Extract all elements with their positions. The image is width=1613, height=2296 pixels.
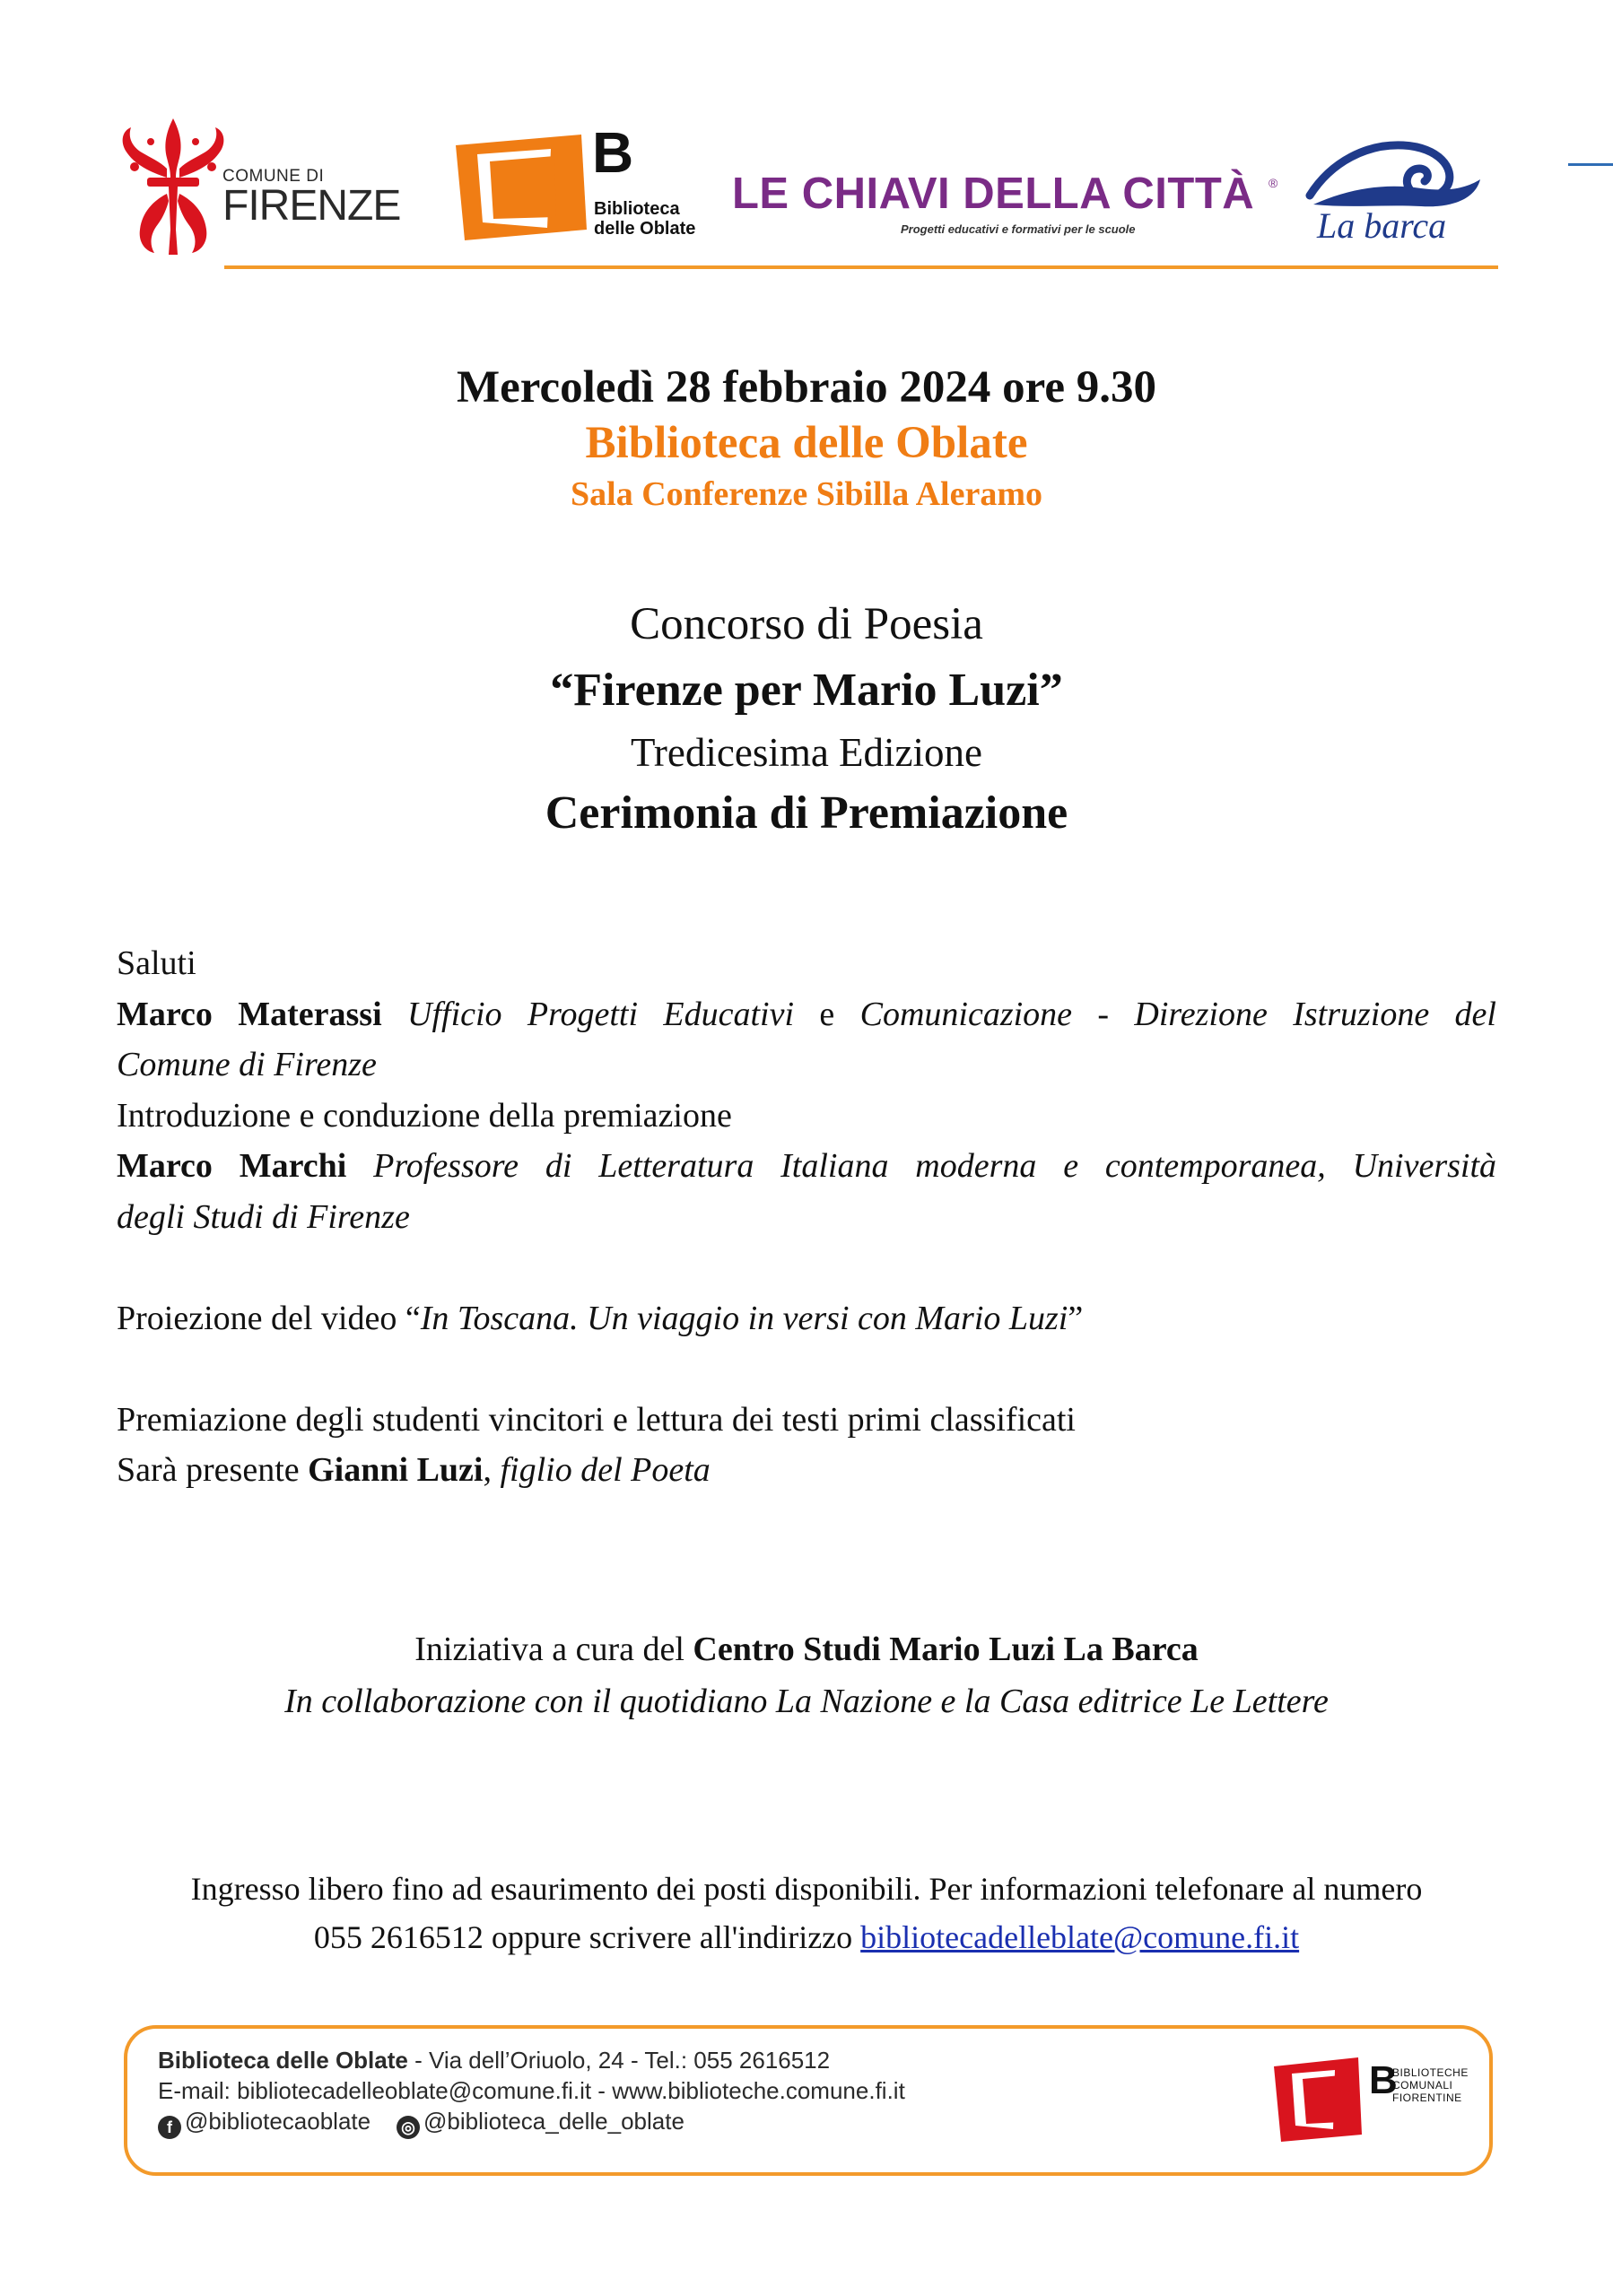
- speaker2-line-2: [117, 1192, 1496, 1243]
- registered-mark: ®: [1269, 176, 1278, 190]
- speaker1-role-c: Comune di Firenze: [117, 1046, 377, 1083]
- florence-lily-logo: [115, 115, 231, 258]
- chiavi-subtitle: Progetti educativi e formativi per le scuole: [901, 222, 1136, 236]
- intro-heading: Introduzione e conduzione della premiazione: [117, 1096, 732, 1135]
- footer-logo-text-3: FIORENTINE: [1392, 2092, 1462, 2104]
- email-link[interactable]: bibliotecadelleblate@comune.fi.it: [860, 1919, 1300, 1955]
- instagram-icon: ◎: [397, 2116, 420, 2139]
- speaker1-name: Marco Materassi: [117, 995, 382, 1033]
- speaker1-role-a: Ufficio Progetti Educativi: [407, 995, 795, 1033]
- footer-contact-line: E-mail: bibliotecadelleoblate@comune.fi.it - www.biblioteche.comune.fi.it: [158, 2077, 905, 2104]
- contest-edition: Tredicesima Edizione: [631, 730, 982, 775]
- guest-line: [117, 1445, 1496, 1496]
- collaboration-line: In collaborazione con il quotidiano La Nazione e la Casa editrice Le Lettere: [284, 1683, 1329, 1720]
- oblate-logo-text-1: Biblioteca: [594, 199, 680, 219]
- oblate-logo-text-2: delle Oblate: [594, 219, 696, 239]
- event-venue: Biblioteca delle Oblate: [585, 418, 1028, 468]
- guest-prefix: Sarà presente: [117, 1451, 300, 1489]
- footer-logo-text-1: BIBLIOTECHE: [1392, 2066, 1469, 2079]
- video-suffix: ”: [1068, 1299, 1084, 1337]
- conjunction: e: [819, 995, 835, 1033]
- speaker2-line: [117, 1141, 1496, 1192]
- initiative-line: [0, 1623, 1613, 1675]
- footer-address-line: [158, 2045, 830, 2075]
- footer-logo-letter: B: [1369, 2058, 1398, 2102]
- info-line-2: [0, 1914, 1613, 1961]
- initiative-prefix: Iniziativa a cura del: [414, 1631, 684, 1668]
- guest-name: Gianni Luzi: [308, 1451, 484, 1489]
- footer-address: - Via dell’Oriuolo, 24 - Tel.: 055 2616512: [407, 2047, 831, 2074]
- header-divider: [224, 265, 1498, 269]
- greetings-heading: Saluti: [117, 944, 196, 982]
- guest-comma: ,: [483, 1451, 492, 1489]
- video-line: [117, 1293, 1496, 1344]
- oblate-logo-mark: [447, 129, 590, 241]
- speaker1-line-2: [117, 1039, 1496, 1091]
- footer-library-name: Biblioteca delle Oblate: [158, 2047, 408, 2074]
- instagram-handle: @biblioteca_delle_oblate: [423, 2108, 684, 2135]
- speaker2-name: Marco Marchi: [117, 1147, 347, 1185]
- firenze-label: FIRENZE: [222, 182, 401, 230]
- footer-social-line: [158, 2106, 684, 2139]
- awards-line: Premiazione degli studenti vincitori e lettura dei testi primi classificati: [117, 1400, 1076, 1439]
- video-title: In Toscana. Un viaggio in versi con Mario Luzi: [420, 1299, 1068, 1337]
- oblate-logo-letter: B: [592, 120, 634, 185]
- chiavi-della-citta-logo: LE CHIAVI DELLA CITTÀ: [732, 170, 1255, 218]
- speaker1-role-b: Comunicazione - Direzione Istruzione del: [859, 995, 1496, 1033]
- header-logos: [0, 0, 1613, 287]
- info-line-1: Ingresso libero fino ad esaurimento dei posti disponibili. Per informazioni telefonare al numero: [190, 1871, 1423, 1907]
- event-room: Sala Conferenze Sibilla Aleramo: [571, 475, 1042, 513]
- contest-title: “Firenze per Mario Luzi”: [550, 665, 1063, 716]
- la-barca-label: La barca: [1317, 205, 1447, 246]
- comune-di-label: COMUNE DI: [222, 167, 325, 186]
- guest-role: figlio del Poeta: [500, 1451, 711, 1489]
- corner-line: [1568, 163, 1613, 166]
- speaker2-role-b: degli Studi di Firenze: [117, 1197, 410, 1236]
- biblioteche-comunali-logo-mark: [1269, 2054, 1367, 2144]
- contest-ceremony: Cerimonia di Premiazione: [545, 787, 1068, 839]
- video-prefix: Proiezione del video “: [117, 1299, 421, 1337]
- program: [117, 938, 1496, 1496]
- initiative-org: Centro Studi Mario Luzi La Barca: [693, 1631, 1199, 1668]
- speaker1-line: [117, 989, 1496, 1040]
- info-line-2-prefix: 055 2616512 oppure scrivere all'indirizzo: [313, 1919, 853, 1955]
- footer-logo-text: [1392, 2066, 1469, 2104]
- speaker2-role-a: Professore di Letteratura Italiana moderna e contemporanea, Università: [373, 1147, 1497, 1185]
- contest-label: Concorso di Poesia: [630, 599, 983, 649]
- facebook-handle: @bibliotecaoblate: [185, 2108, 371, 2135]
- event-date: Mercoledì 28 febbraio 2024 ore 9.30: [457, 362, 1156, 413]
- footer-logo-text-2: COMUNALI: [1392, 2079, 1453, 2092]
- la-barca-wave-logo: [1304, 126, 1484, 215]
- facebook-icon: f: [158, 2116, 181, 2139]
